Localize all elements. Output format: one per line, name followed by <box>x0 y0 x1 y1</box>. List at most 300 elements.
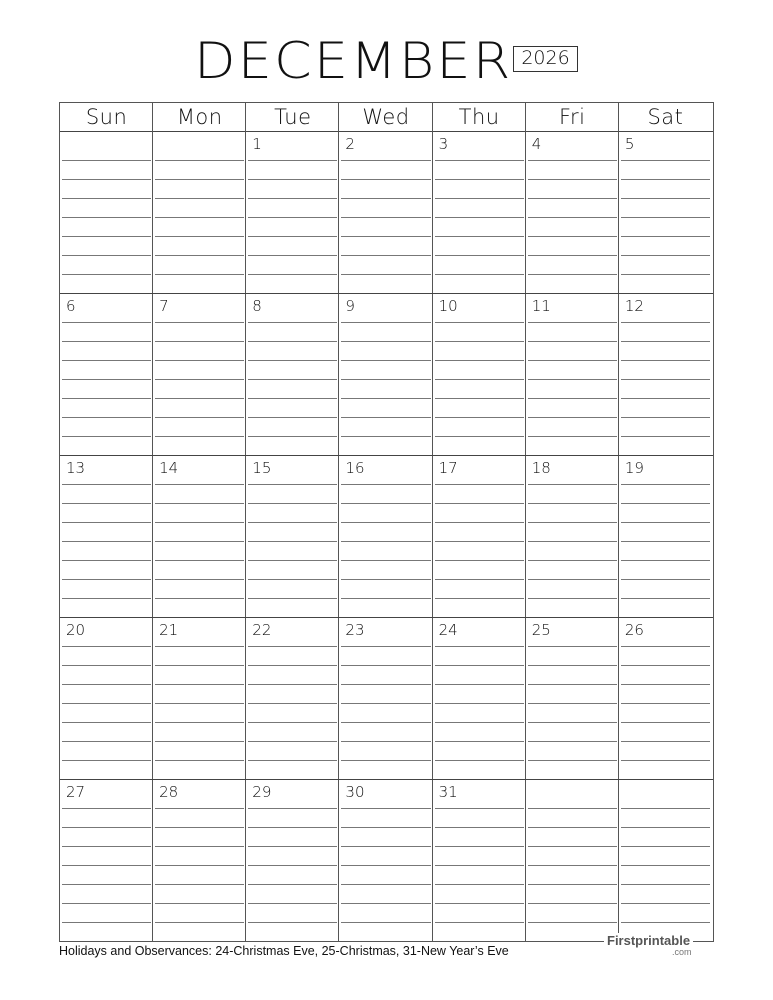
day-number: 3 <box>438 135 449 153</box>
writing-line <box>341 741 430 742</box>
day-number: 14 <box>159 459 179 477</box>
writing-line <box>528 646 617 647</box>
writing-line <box>341 341 430 342</box>
writing-line <box>62 436 151 437</box>
writing-line <box>62 760 151 761</box>
day-cell[interactable] <box>526 294 619 456</box>
writing-line <box>621 255 710 256</box>
writing-line <box>248 398 337 399</box>
writing-line <box>341 274 430 275</box>
writing-line <box>435 598 524 599</box>
writing-line <box>248 541 337 542</box>
day-cell[interactable] <box>433 618 526 780</box>
day-number: 11 <box>531 297 551 315</box>
writing-line <box>155 827 244 828</box>
writing-line <box>341 360 430 361</box>
writing-line <box>248 484 337 485</box>
writing-line <box>621 760 710 761</box>
day-cell[interactable] <box>246 294 339 456</box>
writing-line <box>248 236 337 237</box>
day-number: 6 <box>66 297 76 315</box>
writing-line <box>155 160 244 161</box>
day-cell[interactable] <box>526 780 619 942</box>
day-cell[interactable] <box>60 132 153 294</box>
writing-line <box>62 846 151 847</box>
writing-line <box>435 827 524 828</box>
writing-line <box>528 179 617 180</box>
writing-line <box>155 684 244 685</box>
writing-line <box>341 684 430 685</box>
writing-line <box>155 865 244 866</box>
writing-line <box>621 560 710 561</box>
writing-line <box>341 398 430 399</box>
writing-line <box>62 884 151 885</box>
writing-line <box>62 598 151 599</box>
writing-line <box>341 379 430 380</box>
writing-line <box>435 560 524 561</box>
writing-line <box>621 436 710 437</box>
day-cell[interactable] <box>339 780 432 942</box>
writing-line <box>435 436 524 437</box>
day-number: 13 <box>66 459 86 477</box>
day-number: 21 <box>159 621 179 639</box>
writing-line <box>621 236 710 237</box>
writing-line <box>155 560 244 561</box>
writing-line <box>621 179 710 180</box>
writing-line <box>248 865 337 866</box>
writing-line <box>341 541 430 542</box>
writing-line <box>528 703 617 704</box>
writing-line <box>62 503 151 504</box>
week-row <box>60 618 713 780</box>
day-number: 8 <box>252 297 262 315</box>
day-cell[interactable] <box>246 132 339 294</box>
day-cell[interactable] <box>339 618 432 780</box>
writing-line <box>248 255 337 256</box>
writing-line <box>528 198 617 199</box>
writing-line <box>621 360 710 361</box>
calendar-grid <box>59 102 714 942</box>
writing-line <box>621 503 710 504</box>
writing-line <box>435 179 524 180</box>
writing-line <box>528 503 617 504</box>
day-cell[interactable] <box>339 132 432 294</box>
writing-line <box>621 646 710 647</box>
writing-line <box>62 341 151 342</box>
day-number: 5 <box>624 135 635 153</box>
writing-line <box>62 255 151 256</box>
writing-line <box>341 722 430 723</box>
writing-line <box>62 579 151 580</box>
writing-line <box>248 741 337 742</box>
writing-line <box>248 922 337 923</box>
writing-line <box>155 598 244 599</box>
writing-line <box>528 255 617 256</box>
writing-line <box>248 827 337 828</box>
writing-line <box>435 398 524 399</box>
writing-line <box>248 579 337 580</box>
writing-line <box>528 722 617 723</box>
writing-line <box>621 846 710 847</box>
writing-line <box>435 922 524 923</box>
writing-line <box>435 198 524 199</box>
day-cell[interactable] <box>246 456 339 618</box>
writing-line <box>155 541 244 542</box>
writing-line <box>341 846 430 847</box>
day-cell[interactable] <box>433 780 526 942</box>
writing-line <box>155 522 244 523</box>
writing-line <box>435 541 524 542</box>
day-number: 10 <box>438 297 458 315</box>
writing-line <box>621 322 710 323</box>
day-number: 7 <box>159 297 169 315</box>
writing-line <box>621 684 710 685</box>
writing-line <box>62 646 151 647</box>
writing-line <box>155 722 244 723</box>
writing-line <box>341 503 430 504</box>
writing-line <box>528 579 617 580</box>
writing-line <box>528 922 617 923</box>
writing-line <box>155 703 244 704</box>
writing-line <box>248 684 337 685</box>
weekday-header-1: Mon <box>176 105 223 129</box>
day-cell[interactable] <box>60 456 153 618</box>
writing-line <box>62 217 151 218</box>
day-number: 15 <box>252 459 272 477</box>
day-number: 18 <box>531 459 551 477</box>
writing-line <box>341 884 430 885</box>
day-cell[interactable] <box>619 294 712 456</box>
writing-line <box>528 903 617 904</box>
writing-line <box>62 398 151 399</box>
brand-logo: Firstprintable <box>604 933 693 948</box>
writing-line <box>248 646 337 647</box>
writing-line <box>62 160 151 161</box>
day-cell[interactable] <box>433 456 526 618</box>
weekday-header-6: Sat <box>647 105 684 129</box>
holidays-note: Holidays and Observances: 24-Christmas Eve, 25-Christmas, 31-New Year’s Eve <box>59 944 509 958</box>
day-cell[interactable] <box>433 132 526 294</box>
writing-line <box>62 274 151 275</box>
writing-line <box>435 846 524 847</box>
writing-line <box>435 884 524 885</box>
day-number: 20 <box>66 621 86 639</box>
writing-line <box>621 379 710 380</box>
day-number: 24 <box>438 621 458 639</box>
weekday-header-3: Wed <box>362 105 410 129</box>
writing-line <box>341 417 430 418</box>
writing-line <box>528 160 617 161</box>
week-row <box>60 294 713 456</box>
weekday-header-4: Thu <box>458 105 500 129</box>
week-row <box>60 132 713 294</box>
day-cell[interactable] <box>433 294 526 456</box>
writing-line <box>528 274 617 275</box>
writing-line <box>155 217 244 218</box>
calendar-title <box>0 28 773 94</box>
writing-line <box>248 522 337 523</box>
writing-line <box>621 808 710 809</box>
writing-line <box>528 398 617 399</box>
writing-line <box>62 379 151 380</box>
writing-line <box>435 865 524 866</box>
writing-line <box>435 360 524 361</box>
writing-line <box>435 646 524 647</box>
writing-line <box>248 722 337 723</box>
writing-line <box>155 760 244 761</box>
writing-line <box>62 522 151 523</box>
weekday-header-2: Tue <box>274 105 312 129</box>
writing-line <box>248 808 337 809</box>
writing-line <box>621 741 710 742</box>
writing-line <box>62 417 151 418</box>
day-cell[interactable] <box>526 456 619 618</box>
day-cell[interactable] <box>526 132 619 294</box>
writing-line <box>621 722 710 723</box>
day-cell[interactable] <box>339 294 432 456</box>
day-number: 12 <box>624 297 644 315</box>
writing-line <box>528 808 617 809</box>
writing-line <box>248 160 337 161</box>
writing-line <box>435 722 524 723</box>
writing-line <box>621 827 710 828</box>
day-number: 4 <box>531 135 542 153</box>
day-number: 27 <box>66 783 86 801</box>
writing-line <box>341 179 430 180</box>
day-cell[interactable] <box>153 618 246 780</box>
writing-line <box>248 560 337 561</box>
writing-line <box>62 179 151 180</box>
day-cell[interactable] <box>246 618 339 780</box>
writing-line <box>62 703 151 704</box>
writing-line <box>621 198 710 199</box>
writing-line <box>248 322 337 323</box>
writing-line <box>621 598 710 599</box>
writing-line <box>341 484 430 485</box>
day-cell[interactable] <box>153 132 246 294</box>
day-number: 19 <box>624 459 644 477</box>
writing-line <box>528 665 617 666</box>
writing-line <box>248 884 337 885</box>
writing-line <box>435 160 524 161</box>
weekday-header-row <box>60 103 713 132</box>
week-row <box>60 780 713 942</box>
writing-line <box>435 741 524 742</box>
writing-line <box>155 341 244 342</box>
weekday-header-5: Fri <box>559 105 586 129</box>
writing-line <box>248 503 337 504</box>
writing-line <box>155 579 244 580</box>
day-cell[interactable] <box>246 780 339 942</box>
writing-line <box>155 236 244 237</box>
writing-line <box>528 760 617 761</box>
writing-line <box>341 646 430 647</box>
writing-line <box>621 398 710 399</box>
writing-line <box>528 684 617 685</box>
writing-line <box>621 579 710 580</box>
writing-line <box>341 760 430 761</box>
writing-line <box>155 379 244 380</box>
writing-line <box>155 398 244 399</box>
writing-line <box>528 341 617 342</box>
writing-line <box>248 179 337 180</box>
writing-line <box>435 808 524 809</box>
day-cell[interactable] <box>339 456 432 618</box>
writing-line <box>621 541 710 542</box>
brand-suffix: .com <box>672 947 692 957</box>
day-number: 9 <box>345 297 355 315</box>
writing-line <box>341 579 430 580</box>
writing-line <box>621 274 710 275</box>
day-cell[interactable] <box>60 294 153 456</box>
writing-line <box>248 760 337 761</box>
day-number: 28 <box>159 783 179 801</box>
writing-line <box>621 341 710 342</box>
writing-line <box>435 703 524 704</box>
writing-line <box>621 665 710 666</box>
writing-line <box>155 808 244 809</box>
writing-line <box>341 522 430 523</box>
day-cell[interactable] <box>153 780 246 942</box>
writing-line <box>528 417 617 418</box>
writing-line <box>621 922 710 923</box>
writing-line <box>62 684 151 685</box>
writing-line <box>341 160 430 161</box>
writing-line <box>528 827 617 828</box>
writing-line <box>155 922 244 923</box>
week-row <box>60 456 713 618</box>
writing-line <box>435 236 524 237</box>
writing-line <box>341 903 430 904</box>
day-cell[interactable] <box>619 618 712 780</box>
day-number: 1 <box>252 135 262 153</box>
writing-line <box>341 827 430 828</box>
writing-line <box>435 579 524 580</box>
writing-line <box>62 360 151 361</box>
writing-line <box>248 360 337 361</box>
writing-line <box>341 217 430 218</box>
day-cell[interactable] <box>153 456 246 618</box>
writing-line <box>155 322 244 323</box>
day-number: 22 <box>252 621 272 639</box>
writing-line <box>621 903 710 904</box>
writing-line <box>62 922 151 923</box>
writing-line <box>62 722 151 723</box>
day-cell[interactable] <box>619 456 712 618</box>
writing-line <box>621 484 710 485</box>
writing-line <box>435 417 524 418</box>
writing-line <box>155 484 244 485</box>
writing-line <box>155 665 244 666</box>
writing-line <box>155 503 244 504</box>
writing-line <box>341 255 430 256</box>
writing-line <box>155 436 244 437</box>
writing-line <box>155 179 244 180</box>
writing-line <box>155 360 244 361</box>
writing-line <box>435 274 524 275</box>
writing-line <box>528 598 617 599</box>
writing-line <box>435 322 524 323</box>
writing-line <box>248 903 337 904</box>
day-number: 23 <box>345 621 365 639</box>
writing-line <box>62 808 151 809</box>
writing-line <box>341 808 430 809</box>
writing-line <box>435 522 524 523</box>
writing-line <box>621 522 710 523</box>
writing-line <box>528 484 617 485</box>
writing-line <box>435 217 524 218</box>
day-number: 25 <box>531 621 551 639</box>
year-badge: 2026 <box>513 46 578 72</box>
writing-line <box>621 884 710 885</box>
writing-line <box>528 236 617 237</box>
writing-line <box>155 417 244 418</box>
writing-line <box>62 903 151 904</box>
writing-line <box>528 522 617 523</box>
writing-line <box>341 322 430 323</box>
writing-line <box>62 198 151 199</box>
day-number: 16 <box>345 459 365 477</box>
day-cell[interactable] <box>60 780 153 942</box>
day-number: 29 <box>252 783 272 801</box>
writing-line <box>621 160 710 161</box>
writing-line <box>155 274 244 275</box>
day-cell[interactable] <box>619 132 712 294</box>
writing-line <box>248 217 337 218</box>
writing-line <box>528 541 617 542</box>
day-number: 26 <box>624 621 644 639</box>
day-number: 30 <box>345 783 365 801</box>
writing-line <box>62 236 151 237</box>
writing-line <box>62 541 151 542</box>
writing-line <box>248 665 337 666</box>
writing-line <box>435 684 524 685</box>
day-cell[interactable] <box>60 618 153 780</box>
writing-line <box>528 322 617 323</box>
day-cell[interactable] <box>153 294 246 456</box>
writing-line <box>528 846 617 847</box>
writing-line <box>341 236 430 237</box>
writing-line <box>528 436 617 437</box>
weekday-header-0: Sun <box>85 105 128 129</box>
month-title: DECEMBER <box>194 32 513 90</box>
writing-line <box>155 903 244 904</box>
writing-line <box>248 379 337 380</box>
writing-line <box>621 703 710 704</box>
writing-line <box>435 255 524 256</box>
writing-line <box>435 379 524 380</box>
writing-line <box>435 903 524 904</box>
day-cell[interactable] <box>619 780 712 942</box>
writing-line <box>155 884 244 885</box>
writing-line <box>155 198 244 199</box>
writing-line <box>528 379 617 380</box>
day-cell[interactable] <box>526 618 619 780</box>
writing-line <box>62 741 151 742</box>
writing-line <box>155 255 244 256</box>
day-number: 2 <box>345 135 355 153</box>
writing-line <box>248 598 337 599</box>
writing-line <box>341 665 430 666</box>
writing-line <box>62 827 151 828</box>
writing-line <box>248 417 337 418</box>
writing-line <box>62 560 151 561</box>
writing-line <box>62 665 151 666</box>
writing-line <box>248 703 337 704</box>
writing-line <box>155 646 244 647</box>
writing-line <box>621 217 710 218</box>
writing-line <box>528 884 617 885</box>
